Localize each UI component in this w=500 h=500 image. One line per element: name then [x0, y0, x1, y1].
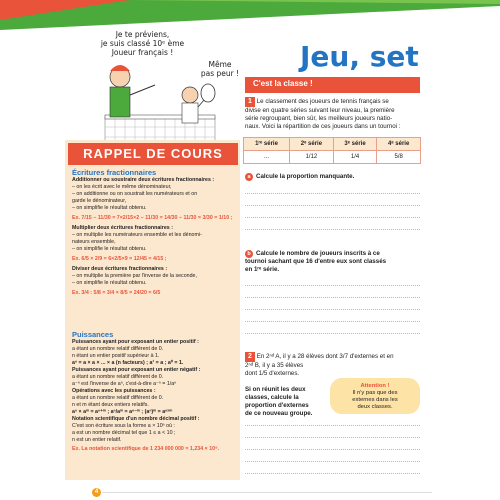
rule-line: – on multiplie la première par l'inverse de la seconde, [72, 273, 197, 279]
exercise-1-intro: 1 Le classement des joueurs de tennis français se divise en quatre séries suivant leur niveau, la première série regroupant, bien sûr, les meilleurs joueurs natio- naux. Voici la répartition de ces joueurs dans un tournoi : [245, 98, 401, 130]
exercise-number: 2 [245, 352, 255, 362]
example-line: Ex. La notation scientifique de 1 234 000 000 = 1,234 × 10⁹. [72, 446, 220, 452]
page-title: Jeu, set [300, 40, 419, 73]
rule-line: Diviser deux écritures fractionnaires : [72, 266, 168, 272]
example-line: Ex. 6/5 × 2/9 = 6×2/5×9 = 12/45 = 4/15 ; [72, 256, 167, 262]
table-header: 4ᵉ série [377, 138, 421, 151]
table-cell: 1/4 [333, 151, 377, 164]
question-b: b Calcule le nombre de joueurs inscrits à ce tournoi sachant que 16 d'entre eux sont classés en 1ʳᵉ série. [245, 250, 387, 273]
footer-divider [102, 492, 432, 493]
page-number: 4 [92, 488, 101, 497]
formula-line: a⁻ⁿ est l'inverse de aⁿ, c'est-à-dire a⁻ⁿ = 1/aⁿ [72, 381, 177, 387]
rule-line: Multiplier deux écritures fractionnaires : [72, 225, 173, 231]
rule-line: a étant un nombre relatif différent de 0. [72, 395, 164, 401]
answer-line[interactable] [245, 217, 420, 218]
rule-line: a étant un nombre relatif différent de 0. [72, 346, 164, 352]
speech-bubble-left: Je te préviens, je suis classé 10ᵉ ème Joueur français ! [100, 30, 185, 57]
table-header: 1ʳᵉ série [244, 138, 290, 151]
answer-line[interactable] [245, 285, 420, 286]
table-header: 3ᵉ série [333, 138, 377, 151]
rule-line: – on additionne ou on soustrait les numérateurs et on [72, 191, 198, 197]
exercise-number: 1 [245, 97, 255, 107]
table-cell: ... [244, 151, 290, 164]
answer-line[interactable] [245, 473, 420, 474]
attention-callout: Attention ! Il n'y pas que des externes dans les deux classes. [330, 378, 420, 414]
rappel-title: RAPPEL DE COURS [68, 143, 238, 165]
example-line: Ex. 7/15 − 11/30 = 7×2/15×2 − 11/30 = 14/30 − 11/30 = 3/30 = 1/10 ; [72, 215, 233, 221]
rule-line: Notation scientifique d'un nombre décimal positif : [72, 416, 200, 422]
answer-line[interactable] [245, 193, 420, 194]
section-puissances [72, 330, 237, 453]
table-cell: 1/12 [290, 151, 334, 164]
rule-line: a étant un nombre relatif différent de 0. [72, 374, 164, 380]
answer-line[interactable] [245, 461, 420, 462]
rule-line: a est un nombre décimal tel que 1 ≤ a < 10 ; [72, 430, 176, 436]
rule-line: C'est son écriture sous la forme a × 10ⁿ où : [72, 423, 175, 429]
answer-line[interactable] [245, 449, 420, 450]
series-table [243, 137, 421, 164]
rule-line: n et m étant deux entiers relatifs. [72, 402, 149, 408]
section-heading: Puissances [72, 330, 114, 339]
rule-line: – on multiplie les numérateurs ensemble et les dénomi- [72, 232, 202, 238]
rule-line: – on simplifie le résultat obtenu. [72, 246, 147, 252]
section-heading: Écritures fractionnaires [72, 168, 157, 177]
answer-line[interactable] [245, 205, 420, 206]
answer-line[interactable] [245, 437, 420, 438]
section-bar-cest-la-classe: C'est la classe ! [245, 77, 420, 91]
section-underline [245, 91, 420, 93]
answer-line[interactable] [245, 321, 420, 322]
rule-line: Puissances ayant pour exposant un entier négatif : [72, 367, 201, 373]
formula-line: aⁿ = a × a × ... × a (n facteurs) ; a¹ = a ; a⁰ = 1. [72, 360, 184, 366]
rule-line: – on simplifie le résultat obtenu. [72, 205, 147, 211]
table-header: 2ᵉ série [290, 138, 334, 151]
table-cell: 5/8 [377, 151, 421, 164]
rule-line: n étant un entier positif supérieur à 1. [72, 353, 160, 359]
rule-line: nateurs ensemble, [72, 239, 116, 245]
exercise-2-intro: 2 En 2ⁿᵈ A, il y a 28 élèves dont 3/7 d'externes et en 2ⁿᵈ B, il y a 35 élèves dont 1/5 d'externes. [245, 353, 394, 377]
section-ecritures [72, 168, 237, 300]
question-label: a [245, 173, 253, 181]
question-label: b [245, 250, 253, 258]
answer-line[interactable] [245, 229, 420, 230]
top-decorative-band [0, 0, 500, 30]
formula-line: aⁿ × aᵐ = aⁿ⁺ᵐ ; aⁿ/aᵐ = aⁿ⁻ᵐ ; (aⁿ)ᵐ = aⁿˣᵐ [72, 409, 173, 415]
rule-line: Additionner ou soustraire deux écritures fractionnaires : [72, 177, 215, 183]
rule-line: n est un entier relatif. [72, 437, 122, 443]
answer-line[interactable] [245, 333, 420, 334]
answer-line[interactable] [245, 297, 420, 298]
rule-line: Puissances ayant pour exposant un entier positif : [72, 339, 199, 345]
rule-line: Opérations avec les puissances : [72, 388, 156, 394]
question-a: a Calcule la proportion manquante. [245, 173, 420, 181]
rule-line: garde le dénominateur, [72, 198, 127, 204]
speech-bubble-right: Même pas peur ! [200, 60, 240, 78]
exercise-2-question: Si on réunit les deux classes, calcule la proportion d'externes de ce nouveau groupe. [245, 386, 313, 417]
example-line: Ex. 3/4 : 5/8 = 3/4 × 8/5 = 24/20 = 6/5 [72, 290, 161, 296]
rule-line: – on les écrit avec le même dénominateur, [72, 184, 172, 190]
rule-line: – on simplifie le résultat obtenu. [72, 280, 147, 286]
answer-line[interactable] [245, 425, 420, 426]
answer-line[interactable] [245, 309, 420, 310]
